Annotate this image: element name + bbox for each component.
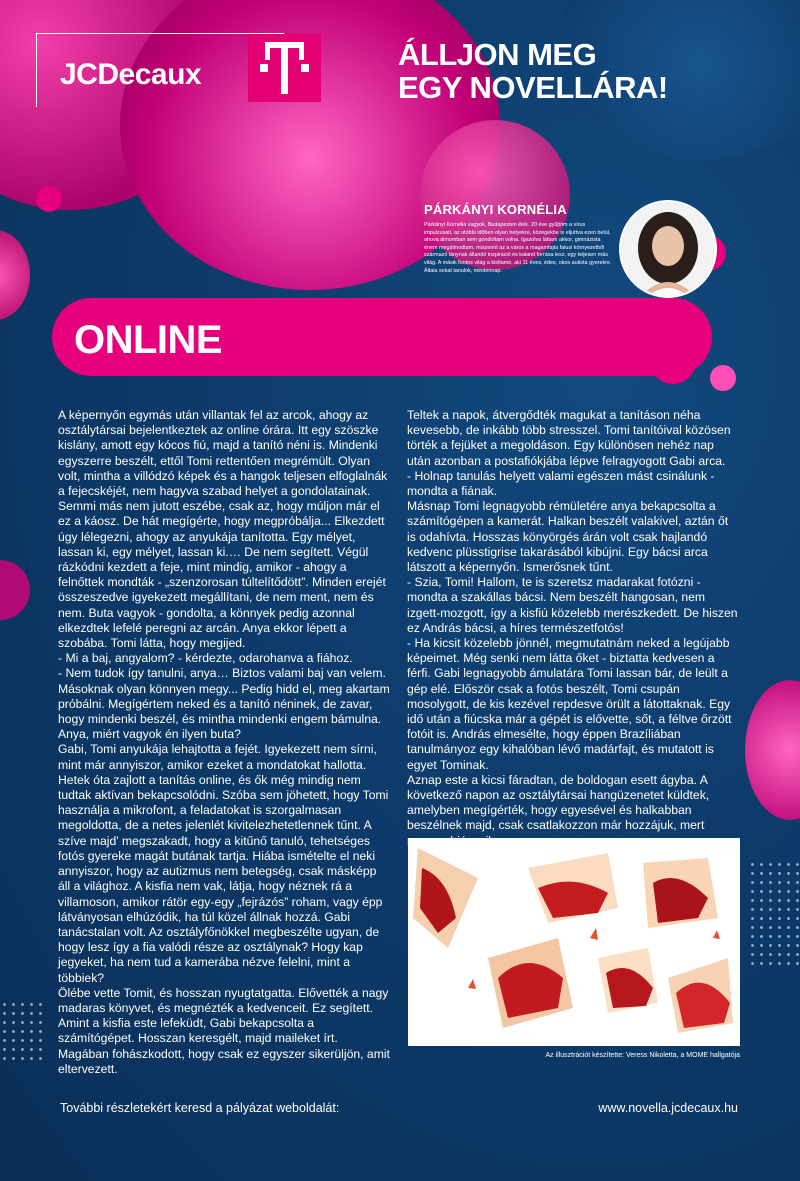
author-photo (619, 200, 717, 298)
story-paragraph: - Szia, Tomi! Hallom, te is szeretsz madarakat fotózni - mondta a szakállas bácsi. Nem beszélt hangosan, nem izgett-mozgott, így a kisfiú közelebb merészkedett. De hiszen ez András bácsi, a híres természetfotós! (407, 575, 738, 635)
story-title: ONLINE (74, 318, 223, 362)
story-paragraph: - Mi a baj, angyalom? - kérdezte, odarohanva a fiához. (58, 651, 353, 666)
decor-dots (0, 1000, 48, 1060)
tagline-line-2: EGY NOVELLÁRA! (398, 70, 668, 105)
decor-blob (710, 365, 736, 391)
footer-website-link[interactable]: www.novella.jcdecaux.hu (598, 1101, 738, 1115)
story-column-right (407, 408, 739, 849)
story-paragraph: - Nem tudok így tanulni, anya… Biztos valami baj van velem. Másoknak olyan könnyen megy... Pedig hidd el, meg akartam próbálni. Megígértem neked és a tanító néninek, de zavar, hogy mindenki beszél, és mintha mindenki engem bámulna. Anya, miért vagyok én ilyen buta? (58, 666, 390, 742)
story-paragraph: A képernyőn egymás után villantak fel az arcok, ahogy az osztálytársai bejelentkeztek az online órára. Itt egy szöszke kislány, amott egy kócos fiú, majd a tanító néni is. Mindenki egyszerre beszélt, ettől Tomi rettentően megrémült. Olyan volt, mintha a villódzó képek és a hangok teljesen elfoglalnák a fejecskéjét, nem hagyva szabad helyet a gondolatainak. Semmi más nem jutott eszébe, csak az, hogy múljon már el ez a káosz. De hát megígérte, hogy megpróbálja... Elkezdett úgy lélegezni, ahogy az anyukája tanította. Egy mélyet, lassan ki, egy mélyet, lassan ki.… De nem segített. Végül rázkódni kezdett a feje, mint mindig, amikor - ahogy a felnőttek mondták - „szenzorosan túltelítődött”. Minden erejét összeszedve igyekezett megállítani, de nem ment, nem és nem. Buta vagyok - gondolta, a könnyek pedig azonnal elkezdtek lefelé peregni az arcán. Anya ekkor lépett a szobába. Tomi látta, hogy megijed. (58, 408, 388, 651)
story-illustration (408, 838, 740, 1046)
decor-dots (748, 860, 800, 970)
footer-info-text: További részletekért keresd a pályázat weboldalát: (60, 1101, 340, 1115)
tagline-line-1: ÁLLJON MEG (398, 37, 597, 72)
tagline (398, 38, 668, 104)
story-paragraph: Gabi, Tomi anyukája lehajtotta a fejét. Igyekezett nem sírni, mint már annyiszor, amikor ezeket a mondatokat hallotta. Hetek óta zajlott a tanítás online, és ők még mindig nem tudtak aktívan bekapcsolódni. Szóba sem jöhetett, hogy Tomi használja a mikrofont, a feladatokat is szorgalmasan megoldotta, de a netes jelenlét kivitelezhetetlennek tűnt. A szíve majd' megszakadt, hogy a kitűnő tanuló, tehetséges fotós gyereke magát butának tartja. Hiába ismételte el neki annyiszor, hogy az autizmus nem betegség, csak másképp áll a világhoz. A kisfia nem vak, látja, hogy néznek rá a villamoson, amikor rátör egy-egy „fejrázós” roham, vagy épp látványosan elhúzódik, ha túl közel állnak hozzá. Gabi tanácstalan volt. Az osztályfőnökkel megbeszélte ugyan, de hogy lesz így a fia valódi része az osztálynak? Hogy kap jegyeket, ha nem tud a kamerába nézve felelni, mint a többiek? (58, 742, 389, 985)
story-paragraph: Amint a kisfia este lefeküdt, Gabi bekapcsolta a számítógépet. Hosszan keresgélt, majd maileket írt. Magában fohászkodott, hogy csak ez egyszer sikerüljön, amit eltervezett. (58, 1016, 390, 1076)
story-paragraph: Másnap Tomi legnagyobb rémületére anya bekapcsolta a számítógépen a kamerát. Halkan beszélt valakivel, aztán őt is odahívta. Hosszas könyörgés árán volt csak hajlandó kedvenc plüsstigrise takarásából kibújni. Egy bácsi arca látszott a képernyőn. Ismerősnek tűnt. (407, 499, 729, 575)
story-paragraph: - Ha kicsit közelebb jönnél, megmutatnám neked a legújabb képeimet. Még senki nem látta őket - biztatta kedvesen a férfi. Gabi legnagyobb ámulatára Tomi lassan bár, de leült a gép elé. Először csak a fotós beszélt, Tomi csupán mosolygott, de kis kezével repdesve örült a látottaknak. Egy idő után a fiúcska már a gépét is elővette, sőt, a féltve őrzött fotóit is. András elmesélte, hogy éppen Brazíliában tanulmányoz egy kihalóban lévő madárfajt, és mutatott is egyet Tominak. (407, 636, 732, 772)
decor-blob (36, 186, 62, 212)
decor-blob (745, 680, 800, 820)
story-paragraph: Teltek a napok, átvergődték magukat a tanításon néha kevesebb, de inkább több stresszel. Tomi tanítóival közösen törték a fejüket a megoldáson. Egy különösen nehéz nap után azonban a postafiókjába lépve felragyogott Gabi arca. (407, 408, 731, 468)
illustration-caption: Az illusztrációt készítette: Veress Nikoletta, a MOME hallgatója (545, 1052, 740, 1059)
jcdecaux-logo: JCDecaux (60, 58, 202, 91)
story-paragraph: Ölébe vette Tomit, és hosszan nyugtatgatta. Elővették a nagy madaras könyvet, és megnézték a kedvenceit. Ez segített. (58, 985, 389, 1015)
decor-blob (0, 230, 30, 320)
story-paragraph: - Holnap tanulás helyett valami egészen mást csinálunk - mondta a fiának. (407, 468, 715, 499)
author-name: PÁRKÁNYI KORNÉLIA (424, 202, 567, 217)
story-column-left (58, 408, 391, 1077)
telekom-t-logo (248, 34, 321, 102)
story-paragraph: Aznap este a kicsi fáradtan, de boldogan esett ágyba. A következő napon az osztálytársai hangüzenetet küldtek, amelyben megígérték, hogy egyesével és halkabban beszélnek majd, csak csatlakozzon már hozzájuk, mert (407, 772, 710, 833)
author-bio: Párkányi Kornélia vagyok, Budapesten élek. 20 éve gyűjtöm a vírus impulzusait, az utóbbi időben olyan helyekre, közegekbe is eljuttva ezen belül, ahova álmomban sem gondoltam volna. Igazolva láttam akkor, gimnázista énem megálmodtam, miszerint az a város a magamfajta falusi környezetből származó lánynak állandó inspiráció és kaland forrása lesz, egy teljesen más világ. A másik fontos világ a kisfiamé, aki 11 éves, édes, okos autista gyerekre. Általa sokat tanulok, mindennap. (424, 222, 612, 274)
decor-blob (0, 560, 30, 620)
